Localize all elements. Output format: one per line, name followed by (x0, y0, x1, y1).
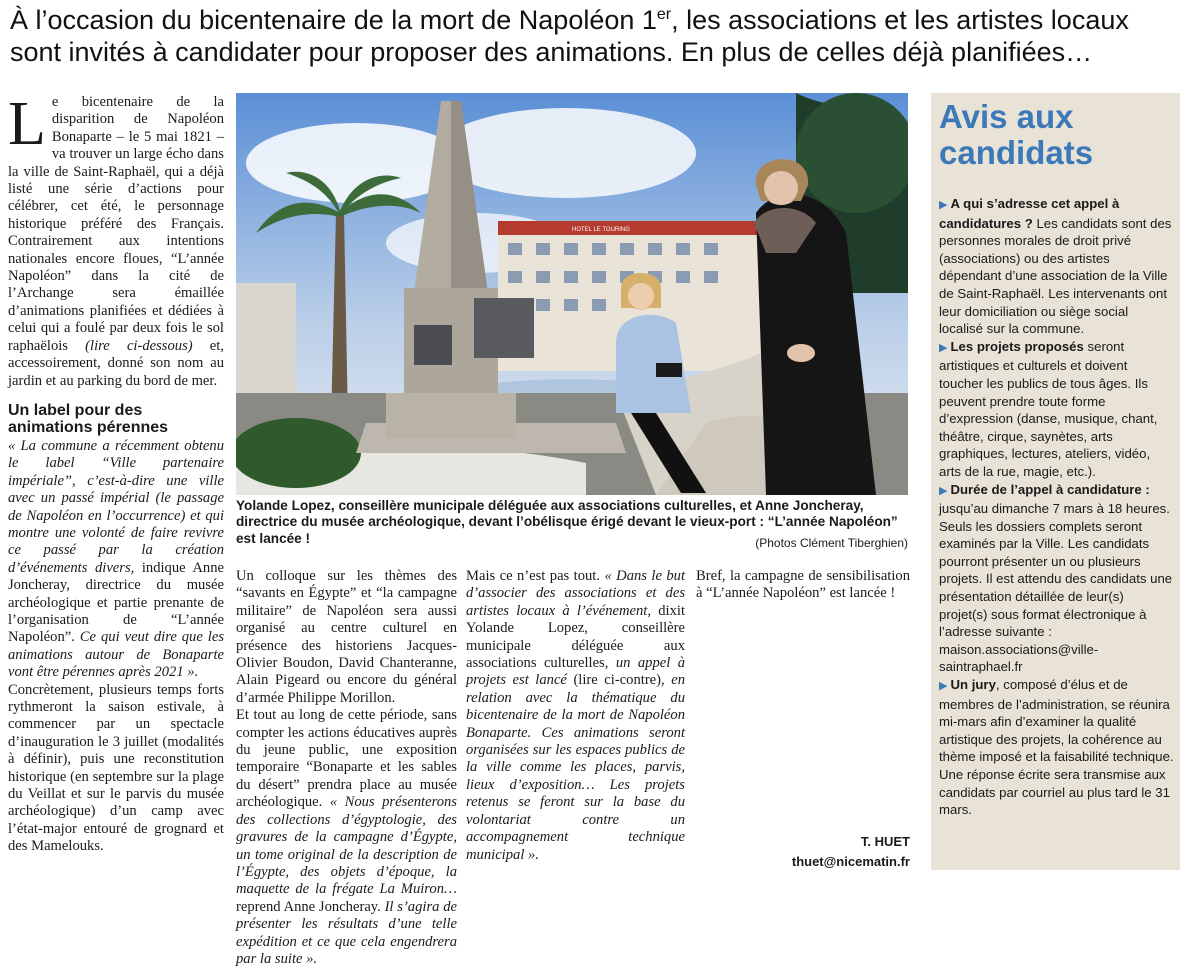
sidebar-box (931, 93, 1180, 870)
triangle-bullet-icon: ▶ (939, 680, 948, 693)
article-column-4 (696, 568, 910, 603)
sidebar-item: ▶ A qui s’adresse cet appel à candidatures ? Les candidats sont des personnes morales de droit privé (associations) ou des artistes dépendant d’une association de la Ville de Saint-Raphaël. Les intervenants ont leur domiciliation ou siège social localisé sur la commune. (939, 196, 1172, 337)
article-quote-1: « La commune a récemment obtenu le label “Ville partenaire impériale”, c’est-à-dire une ville avec un passé impérial (le passage de Napoléon en l’occurrence) et qui montre une volonté de faire revivre ce passé par la création d’événements divers, indique Anne Joncheray, directrice du musée archéologique et partie prenante de l’organisation de “L’année Napoléon”. Ce qui veut dire que les animations autour de Bonaparte vont être pérennes après 2021 ». (8, 437, 224, 681)
sidebar-item: ▶ Les projets proposés seront artistiques et culturels et doivent toucher les publics de tous âges. Ils peuvent prendre toute forme d’expression (danse, musique, chant, théâtre, cirque, saynètes, arts graphiques, lectures, ateliers, vidéo, arts de la rue, magie, etc.). (939, 338, 1158, 479)
sidebar-item: ▶ Un jury, composé d’élus et de membres de l’administration, se réunira mi-mars afin d’examiner la qualité artistique des projets, la cohérence au thème imposé et la faisabilité technique. Une réponse écrite sera transmise aux candidats par courriel au plus tard le 31 mars. (939, 677, 1174, 818)
article-column-1 (8, 90, 224, 856)
article-signature (696, 832, 910, 872)
sidebar-title: Avis aux candidats (939, 98, 1094, 171)
photo-caption: Yolande Lopez, conseillère municipale déléguée aux associations culturelles, et Anne Joncheray, directrice du musée archéologique, devant l’obélisque érigé devant le vieux-port : “L’année Napoléon” est lancée ! (236, 498, 898, 546)
triangle-bullet-icon: ▶ (939, 484, 948, 497)
photo-credit: (Photos Clément Tiberghien) (755, 536, 908, 550)
headline: À l’occasion du bicentenaire de la mort de Napoléon 1er, les associations et les artistes locaux sont invités à candidater pour proposer des animations. En plus de celles déjà planifiées… (10, 5, 1129, 67)
article-photo (236, 93, 908, 495)
article-subhead: Un label pour des animations pérennes (8, 401, 169, 436)
article-paragraph-4: Un colloque sur les thèmes des “savants en Égypte” et “la campagne militaire” de Napoléon sera aussi organisé au centre culturel en présence des historiens Jacques-Olivier Boudon, David Chanteranne, Alain Pigeard ou encore du général d’armée Philippe Morillon. (236, 568, 457, 706)
author-name: T. HUET (860, 834, 910, 849)
article-paragraph-5: Et tout au long de cette période, sans compter les actions éducatives auprès du jeune public, une exposition temporaire “Bonaparte et les sables du désert” prendra place au musée archéologique. « Nous présenterons des collections d’égyptologie, des gravures de la campagne d’Égypte, un tome original de la description de l’Égypte, des objets d’époque, la maquette de la frégate La Muiron… reprend Anne Joncheray. Il s’agira de présenter les résultats d’une telle expédition et ce que cela engendrera par la suite ». (236, 707, 457, 967)
drop-cap: L (8, 90, 46, 158)
hotel-sign: HOTEL LE TOURING (572, 227, 630, 233)
article-intro: Le bicentenaire de la disparition de Napoléon Bonaparte – le 5 mai 1821 – va trouver un large écho dans la ville de Saint-Raphaël, qui a déjà listé une série d’actions pour célébrer, cet été, le personnage historique préféré des Français. Contrairement aux intentions nationales encore floues, “L’année Napoléon” dans la cité de l’Archange sera émaillée d’animations planifiées et dédiées à celui qui a foulé par deux fois le sol raphaëlois (lire ci-dessous) et, accessoirement, donné son nom au jardin et au parking du bord de mer. (8, 90, 224, 389)
article-paragraph-3: Concrètement, plusieurs temps forts rythmeront la saison estivale, à commencer par un spectacle d’inauguration le 3 juillet (modalités à définir), puis une reconstitution historique (en septembre sur la plage du Veillat et sur le parvis du musée archéologique) d’un camp avec l’état-major entouré de grognard et des Mamelouks. (8, 681, 224, 855)
article-paragraph-7: Bref, la campagne de sensibilisation à “L’année Napoléon” est lancée ! (696, 568, 910, 602)
article-column-2 (236, 568, 457, 968)
sidebar-item: ▶ Durée de l’appel à candidature : jusqu’au dimanche 7 mars à 18 heures. Seuls les dossiers complets seront examinés par la Ville. Les candidats pourront présenter un ou plusieurs projets. Il est attendu des candidats une présentation détaillée de leur(s) projet(s) sous format électronique à l’adresse suivante : maison.associations@ville-saintraphael.fr (939, 481, 1173, 675)
triangle-bullet-icon: ▶ (939, 199, 948, 211)
sidebar-body (939, 195, 1175, 819)
article-column-3 (466, 568, 685, 864)
author-email: thuet@nicematin.fr (791, 854, 910, 869)
article-paragraph-6: Mais ce n’est pas tout. « Dans le but d’associer des associations et des artistes locaux à l’événement, dixit Yolande Lopez, conseillère municipale déléguée aux associations culturelles, un appel à projets est lancé (lire ci-contre), en relation avec la thématique du bicentenaire de la mort de Napoléon Bonaparte. Ces animations seront organisées sur les espaces publics de la ville comme les places, parvis, lieux d’exposition… Les projets retenus se feront sur la base du volontariat contre un accompagnement technique municipal ». (466, 568, 686, 863)
triangle-bullet-icon: ▶ (939, 341, 948, 354)
